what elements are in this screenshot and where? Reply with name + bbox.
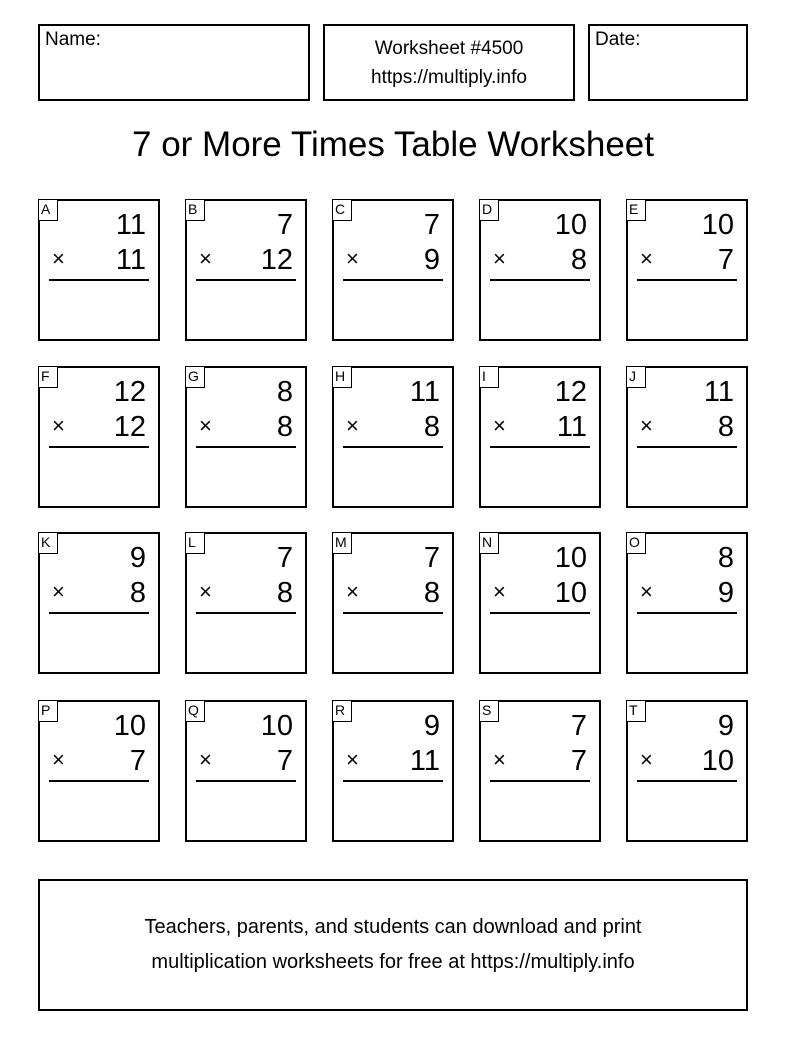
multiplicand: 12 bbox=[113, 376, 146, 408]
problem-letter: R bbox=[332, 700, 352, 722]
date-box[interactable] bbox=[588, 24, 748, 101]
multiplicand: 7 bbox=[276, 209, 293, 241]
times-sign: × bbox=[346, 246, 359, 271]
problem-letter: F bbox=[38, 366, 58, 388]
problem-letter: D bbox=[479, 199, 499, 221]
answer-line bbox=[637, 279, 737, 281]
problem-letter: G bbox=[185, 366, 205, 388]
problem-card[interactable] bbox=[626, 532, 748, 674]
multiplicand: 9 bbox=[717, 710, 734, 742]
multiplicand: 11 bbox=[703, 376, 734, 408]
problem-card[interactable] bbox=[626, 199, 748, 341]
problem-letter: T bbox=[626, 700, 646, 722]
problem-card[interactable] bbox=[38, 199, 160, 341]
worksheet-info-box bbox=[323, 24, 575, 101]
problem-letter: S bbox=[479, 700, 499, 722]
answer-line bbox=[490, 446, 590, 448]
problem-card[interactable] bbox=[185, 199, 307, 341]
multiplicand: 12 bbox=[554, 376, 587, 408]
multiplicand: 10 bbox=[113, 710, 146, 742]
multiplicand: 8 bbox=[276, 376, 293, 408]
multiplicand: 10 bbox=[554, 542, 587, 574]
problem-letter: B bbox=[185, 199, 205, 221]
times-sign: × bbox=[52, 413, 65, 438]
multiplier: 10 bbox=[701, 745, 734, 777]
multiplier: 12 bbox=[113, 411, 146, 443]
answer-line bbox=[343, 279, 443, 281]
times-sign: × bbox=[346, 579, 359, 604]
problem-card[interactable] bbox=[479, 700, 601, 842]
times-sign: × bbox=[493, 579, 506, 604]
multiplier: 7 bbox=[717, 244, 734, 276]
multiplier: 10 bbox=[554, 577, 587, 609]
date-label: Date: bbox=[595, 29, 641, 50]
multiplier: 11 bbox=[115, 244, 146, 276]
name-box[interactable] bbox=[38, 24, 310, 101]
multiplier: 8 bbox=[276, 577, 293, 609]
problem-card[interactable] bbox=[38, 700, 160, 842]
multiplicand: 7 bbox=[570, 710, 587, 742]
answer-line bbox=[196, 612, 296, 614]
times-sign: × bbox=[640, 579, 653, 604]
problem-letter: P bbox=[38, 700, 58, 722]
answer-line bbox=[490, 780, 590, 782]
times-sign: × bbox=[199, 413, 212, 438]
multiplicand: 7 bbox=[276, 542, 293, 574]
problem-letter: E bbox=[626, 199, 646, 221]
problem-letter: C bbox=[332, 199, 352, 221]
problem-card[interactable] bbox=[185, 532, 307, 674]
problem-letter: M bbox=[332, 532, 352, 554]
multiplicand: 7 bbox=[423, 542, 440, 574]
answer-line bbox=[196, 446, 296, 448]
multiplicand: 7 bbox=[423, 209, 440, 241]
problem-card[interactable] bbox=[38, 532, 160, 674]
answer-line bbox=[49, 279, 149, 281]
times-sign: × bbox=[640, 413, 653, 438]
answer-line bbox=[49, 446, 149, 448]
problem-card[interactable] bbox=[38, 366, 160, 508]
problem-letter: O bbox=[626, 532, 646, 554]
multiplicand: 9 bbox=[423, 710, 440, 742]
problem-card[interactable] bbox=[626, 700, 748, 842]
multiplicand: 10 bbox=[260, 710, 293, 742]
multiplicand: 10 bbox=[701, 209, 734, 241]
multiplier: 8 bbox=[423, 411, 440, 443]
problem-letter: A bbox=[38, 199, 58, 221]
answer-line bbox=[637, 780, 737, 782]
answer-line bbox=[490, 612, 590, 614]
footer-box bbox=[38, 879, 748, 1011]
problem-letter: H bbox=[332, 366, 352, 388]
times-sign: × bbox=[640, 747, 653, 772]
answer-line bbox=[637, 446, 737, 448]
multiplier: 8 bbox=[717, 411, 734, 443]
problem-card[interactable] bbox=[479, 532, 601, 674]
times-sign: × bbox=[52, 246, 65, 271]
problem-card[interactable] bbox=[332, 199, 454, 341]
multiplier: 11 bbox=[409, 745, 440, 777]
worksheet-url: https://multiply.info bbox=[371, 66, 527, 88]
problem-letter: N bbox=[479, 532, 499, 554]
times-sign: × bbox=[640, 246, 653, 271]
multiplier: 8 bbox=[423, 577, 440, 609]
problem-letter: K bbox=[38, 532, 58, 554]
multiplier: 7 bbox=[570, 745, 587, 777]
answer-line bbox=[343, 446, 443, 448]
multiplicand: 11 bbox=[409, 376, 440, 408]
answer-line bbox=[196, 780, 296, 782]
multiplier: 8 bbox=[570, 244, 587, 276]
times-sign: × bbox=[346, 747, 359, 772]
times-sign: × bbox=[346, 413, 359, 438]
answer-line bbox=[343, 612, 443, 614]
footer-line-1: Teachers, parents, and students can download and print bbox=[144, 916, 642, 938]
times-sign: × bbox=[493, 747, 506, 772]
answer-line bbox=[343, 780, 443, 782]
problem-card[interactable] bbox=[479, 199, 601, 341]
times-sign: × bbox=[52, 747, 65, 772]
multiplier: 11 bbox=[556, 411, 587, 443]
multiplicand: 9 bbox=[129, 542, 146, 574]
page-title: 7 or More Times Table Worksheet bbox=[132, 125, 654, 164]
times-sign: × bbox=[52, 579, 65, 604]
multiplier: 7 bbox=[129, 745, 146, 777]
problem-card[interactable] bbox=[332, 700, 454, 842]
times-sign: × bbox=[199, 747, 212, 772]
name-label: Name: bbox=[45, 29, 101, 50]
multiplier: 9 bbox=[423, 244, 440, 276]
times-sign: × bbox=[493, 246, 506, 271]
multiplier: 12 bbox=[260, 244, 293, 276]
problem-card[interactable] bbox=[332, 532, 454, 674]
times-sign: × bbox=[493, 413, 506, 438]
answer-line bbox=[637, 612, 737, 614]
multiplier: 8 bbox=[276, 411, 293, 443]
answer-line bbox=[196, 279, 296, 281]
problem-letter: I bbox=[479, 366, 499, 388]
multiplicand: 10 bbox=[554, 209, 587, 241]
multiplicand: 8 bbox=[717, 542, 734, 574]
problem-card[interactable] bbox=[626, 366, 748, 508]
multiplier: 7 bbox=[276, 745, 293, 777]
problem-letter: J bbox=[626, 366, 646, 388]
problem-letter: L bbox=[185, 532, 205, 554]
multiplier: 9 bbox=[717, 577, 734, 609]
answer-line bbox=[490, 279, 590, 281]
multiplier: 8 bbox=[129, 577, 146, 609]
worksheet-number: Worksheet #4500 bbox=[374, 37, 524, 59]
problem-letter: Q bbox=[185, 700, 205, 722]
times-sign: × bbox=[199, 246, 212, 271]
problem-card[interactable] bbox=[332, 366, 454, 508]
problem-card[interactable] bbox=[185, 366, 307, 508]
answer-line bbox=[49, 612, 149, 614]
multiplicand: 11 bbox=[115, 209, 146, 241]
times-sign: × bbox=[199, 579, 212, 604]
problem-card[interactable] bbox=[185, 700, 307, 842]
answer-line bbox=[49, 780, 149, 782]
problem-card[interactable] bbox=[479, 366, 601, 508]
footer-line-2: multiplication worksheets for free at https://multiply.info bbox=[151, 951, 635, 973]
